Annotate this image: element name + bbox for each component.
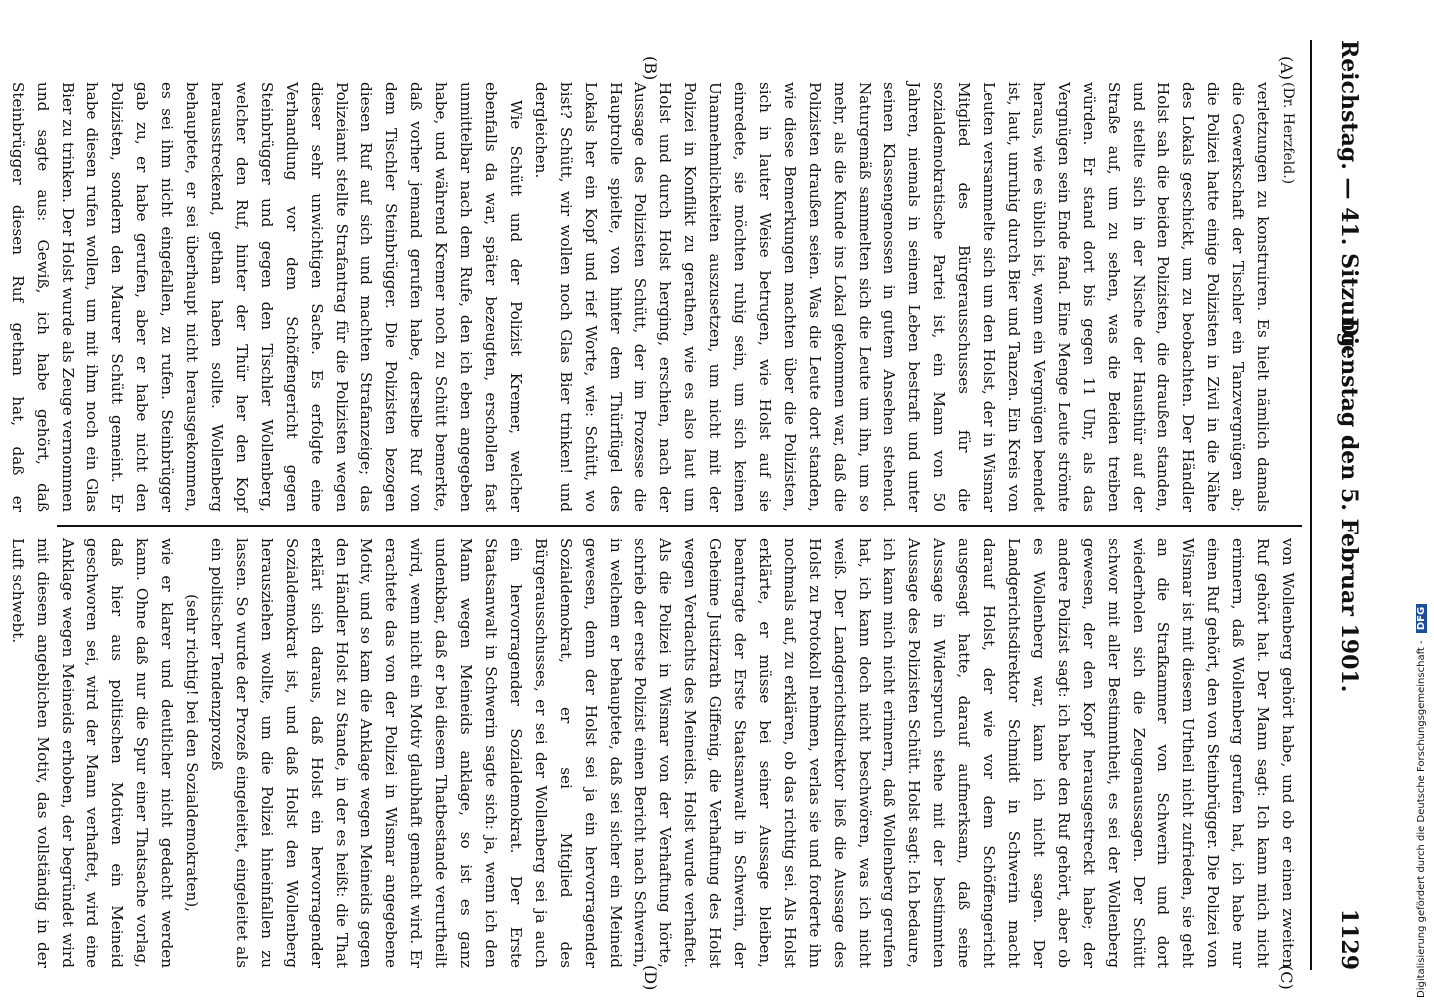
margin-mark-b: (B) xyxy=(641,56,660,81)
page-header xyxy=(1330,40,1370,970)
page-number: 1129 xyxy=(1336,908,1362,970)
right-column xyxy=(8,538,1300,968)
left-paragraph: verletzungen zu konstruiren. Es hielt nämlich damals die Gewerkschaft der Tischler ein Tanzvergnügen ab; die Polizei hatte einige Polizisten in Zivil in die Nähe des Lokals geschickt, um zu beobachten. Der Händler Holst sah die beiden Polizisten, die draußen standen, und stellte sich in der Nische der Hausthür auf der Straße auf, um zu sehen, was die Beiden treiben würden. Er stand dort bis gegen 11 Uhr, als das Vergnügen sein Ende fand. Eine Menge Leute strömte heraus, wie es üblich ist, wenn ein Vergnügen beendet ist, laut, unruhig durch Bier und Tanzen. Ein Kreis von Leuten versammelte sich um den Holst, der in Wismar Mitglied des Bürgerausschusses für die sozialdemokratische Partei ist, ein Mann von 50 Jahren, niemals in seinem Leben bestraft und unter seinen Klassengenossen in gutem Ansehen stehend. Naturgemäß sammelten sich die Leute um ihn, um so mehr, als die Kunde ins Lokal gekommen war, daß die Polizisten draußen seien. Was die Leute dort standen, wie diese Bemerkungen machten über die Polizisten, sich in lauter Weise betrugen, wie Holst auf sie einredete, sie möchten ruhig sein, um sich keinen Unannehmlichkeiten auszusetzen, um nicht mit der Polizei in Konflikt zu gerathen, wie es also laut um Holst und durch Holst herging, erschien, nach der Aussage des Polizisten Schütt, der im Prozesse die Hauptrolle spielte, von hinter dem Thürflügel des Lokals her ein Kopf und rief Worte, wie: Schütt, wo bist? Schütt, wir wollen noch Glas Bier trinken! und dergleichen. xyxy=(531,82,1273,512)
left-column xyxy=(8,82,1300,512)
left-paragraph: Wie Schütt und der Polizist Kremer, welcher ebenfalls da war, später bezeugten, erschollen fast unmittelbar nach dem Rufe, den ich eben angegeben habe, und während Kremer noch zu Schütt bemerkte, daß vorher jemand gerufen habe, derselbe Ruf von dem Tischler Steinbrügger. Die Polizisten bezogen diesen Ruf auf sich und machten Strafanzeige; das Polizeiamt stellte Strafantrag für die Polizisten wegen dieser sehr unwichtigen Sache. Es erfolgte eine Verhandlung vor dem Schöffengericht gegen Steinbrügger und gegen den Tischler Wollenberg, welcher den Ruf, hinter der Thür her den Kopf herausstreckend, gethan haben sollte. Wollenberg behauptete, er sei überhaupt nicht herausgekommen, es sei ihm nicht eingefallen, zu rufen. Steinbrügger gab zu, er habe gerufen, aber er habe nicht den Polizisten, sondern den Maurer Schütt gemeint. Er habe diesen rufen wollen, um mit ihm noch ein Glas Bier zu trinken. Der Holst wurde als Zeuge vernommen und sagte aus: Gewiß, ich habe gehört, daß Steinbrügger diesen Ruf gethan hat, daß er xyxy=(8,82,525,512)
header-date: Dienstag den 5. Februar 1901. xyxy=(1336,317,1362,693)
header-session: Reichstag. — 41. Sitzung. xyxy=(1336,40,1362,356)
speaker-label: (Dr. Herzfeld.) xyxy=(1280,82,1296,185)
digitization-credit xyxy=(1416,8,1434,998)
right-paragraph: von Wollenberg gehört habe, und ob er einen zweiten Ruf gehört hat. Der Mann sagt: Ich kann mich nicht erinnern, daß Wollenberg gerufen hat, ich habe nur einen Ruf gehört, den von Steinbrügger. Die Polizei von Wismar ist mit diesem Urtheil nicht zufrieden, sie geht an die Strafkammer von Schwerin und dort wiederholen sich die Zeugenaussagen. Der Schütt schwor mit aller Bestimmtheit, es sei der Wollenberg gewesen, der den Kopf herausgestreckt habe; der andere Polizist sagt: ich habe den Ruf gehört, aber ob es Wollenberg war, kann ich nicht sagen. Der Landgerichtsdirektor Schmidt in Schwerin macht darauf Holst, der wie vor dem Schöffengericht ausgesagt hatte, darauf aufmerksam, daß seine Aussage in Widerspruch stehe mit der bestimmten Aussage des Polizisten Schütt. Holst sagt: Ich bedaure, ich kann mich nicht erinnern, daß Wollenberg gerufen hat, ich kann doch nicht beschwören, was ich nicht weiß. Der Landgerichtsdirektor ließ die Aussage des Holst zu Protokoll nehmen, verlas sie und forderte ihn nochmals auf, zu erklären, ob das richtig sei. Als Holst erklärte, er müsse bei seiner Aussage bleiben, beantragte der Erste Staatsanwalt in Schwerin, der Geheime Justizrath Giffenig, die Verhaftung des Holst wegen Verdachts des Meineids. Holst wurde verhaftet. Als die Polizei in Wismar von der Verhaftung hörte, schrieb der erste Polizist einen Bericht nach Schwerin, in welchem er behauptete, daß sei sicher ein Meineid gewesen, denn der Holst sei ja ein hervorragender Sozialdemokrat, er sei Mitglied des Bürgerausschusses, er sei der Wollenberg sei ja auch ein hervorragender Sozialdemokrat. Der Erste Staatsanwalt in Schwerin sagte sich: ja, wenn ich den Mann wegen Meineids anklage, so ist es ganz undenkbar, daß er bei diesem Thatbestande verurtheilt wird, wenn nicht ein Motiv glaubhaft gemacht wird. Er erachtete das von der Polizei in Wismar angegebene Motiv, und so kam die Anklage wegen Meineids gegen den Händler Holst zu Stande, in der es heißt: die That erklärt sich daraus, daß Holst ein hervorragender Sozialdemokrat ist, und daß Holst den Wollenberg herausziehen wollte, um die Polizei hineinfallen zu lassen. So wurde der Prozeß eingeleitet, eingeleitet als ein politischer Tendenzprozeß xyxy=(208,538,1297,968)
right-paragraph: wie er klarer und deutlicher nicht gedacht werden kann. Ohne daß nur die Spur einer Thatsache vorlag, daß hier aus politischen Motiven ein Meineid geschworen sei, wird der Mann verhaftet, wird eine Anklage wegen Meineids erhoben, der begründet wird mit diesem angeblichen Motiv, das vollständig in der Luft schwebt. xyxy=(8,538,177,968)
header-rule xyxy=(1310,40,1312,970)
column-divider xyxy=(57,525,1302,527)
margin-mark-d: (D) xyxy=(641,965,660,991)
right-paragraph xyxy=(0,538,5,968)
credit-text: Digitalisierung gefördert durch die Deutsche Forschungsgemeinschaft - xyxy=(1416,640,1427,998)
margin-mark-c: (C) xyxy=(1277,965,1296,990)
interjection: (sehr richtig! bei den Sozialdemokraten), xyxy=(183,593,202,913)
dfg-logo: DFG xyxy=(1416,604,1427,633)
margin-mark-a: (A) xyxy=(1277,56,1296,81)
